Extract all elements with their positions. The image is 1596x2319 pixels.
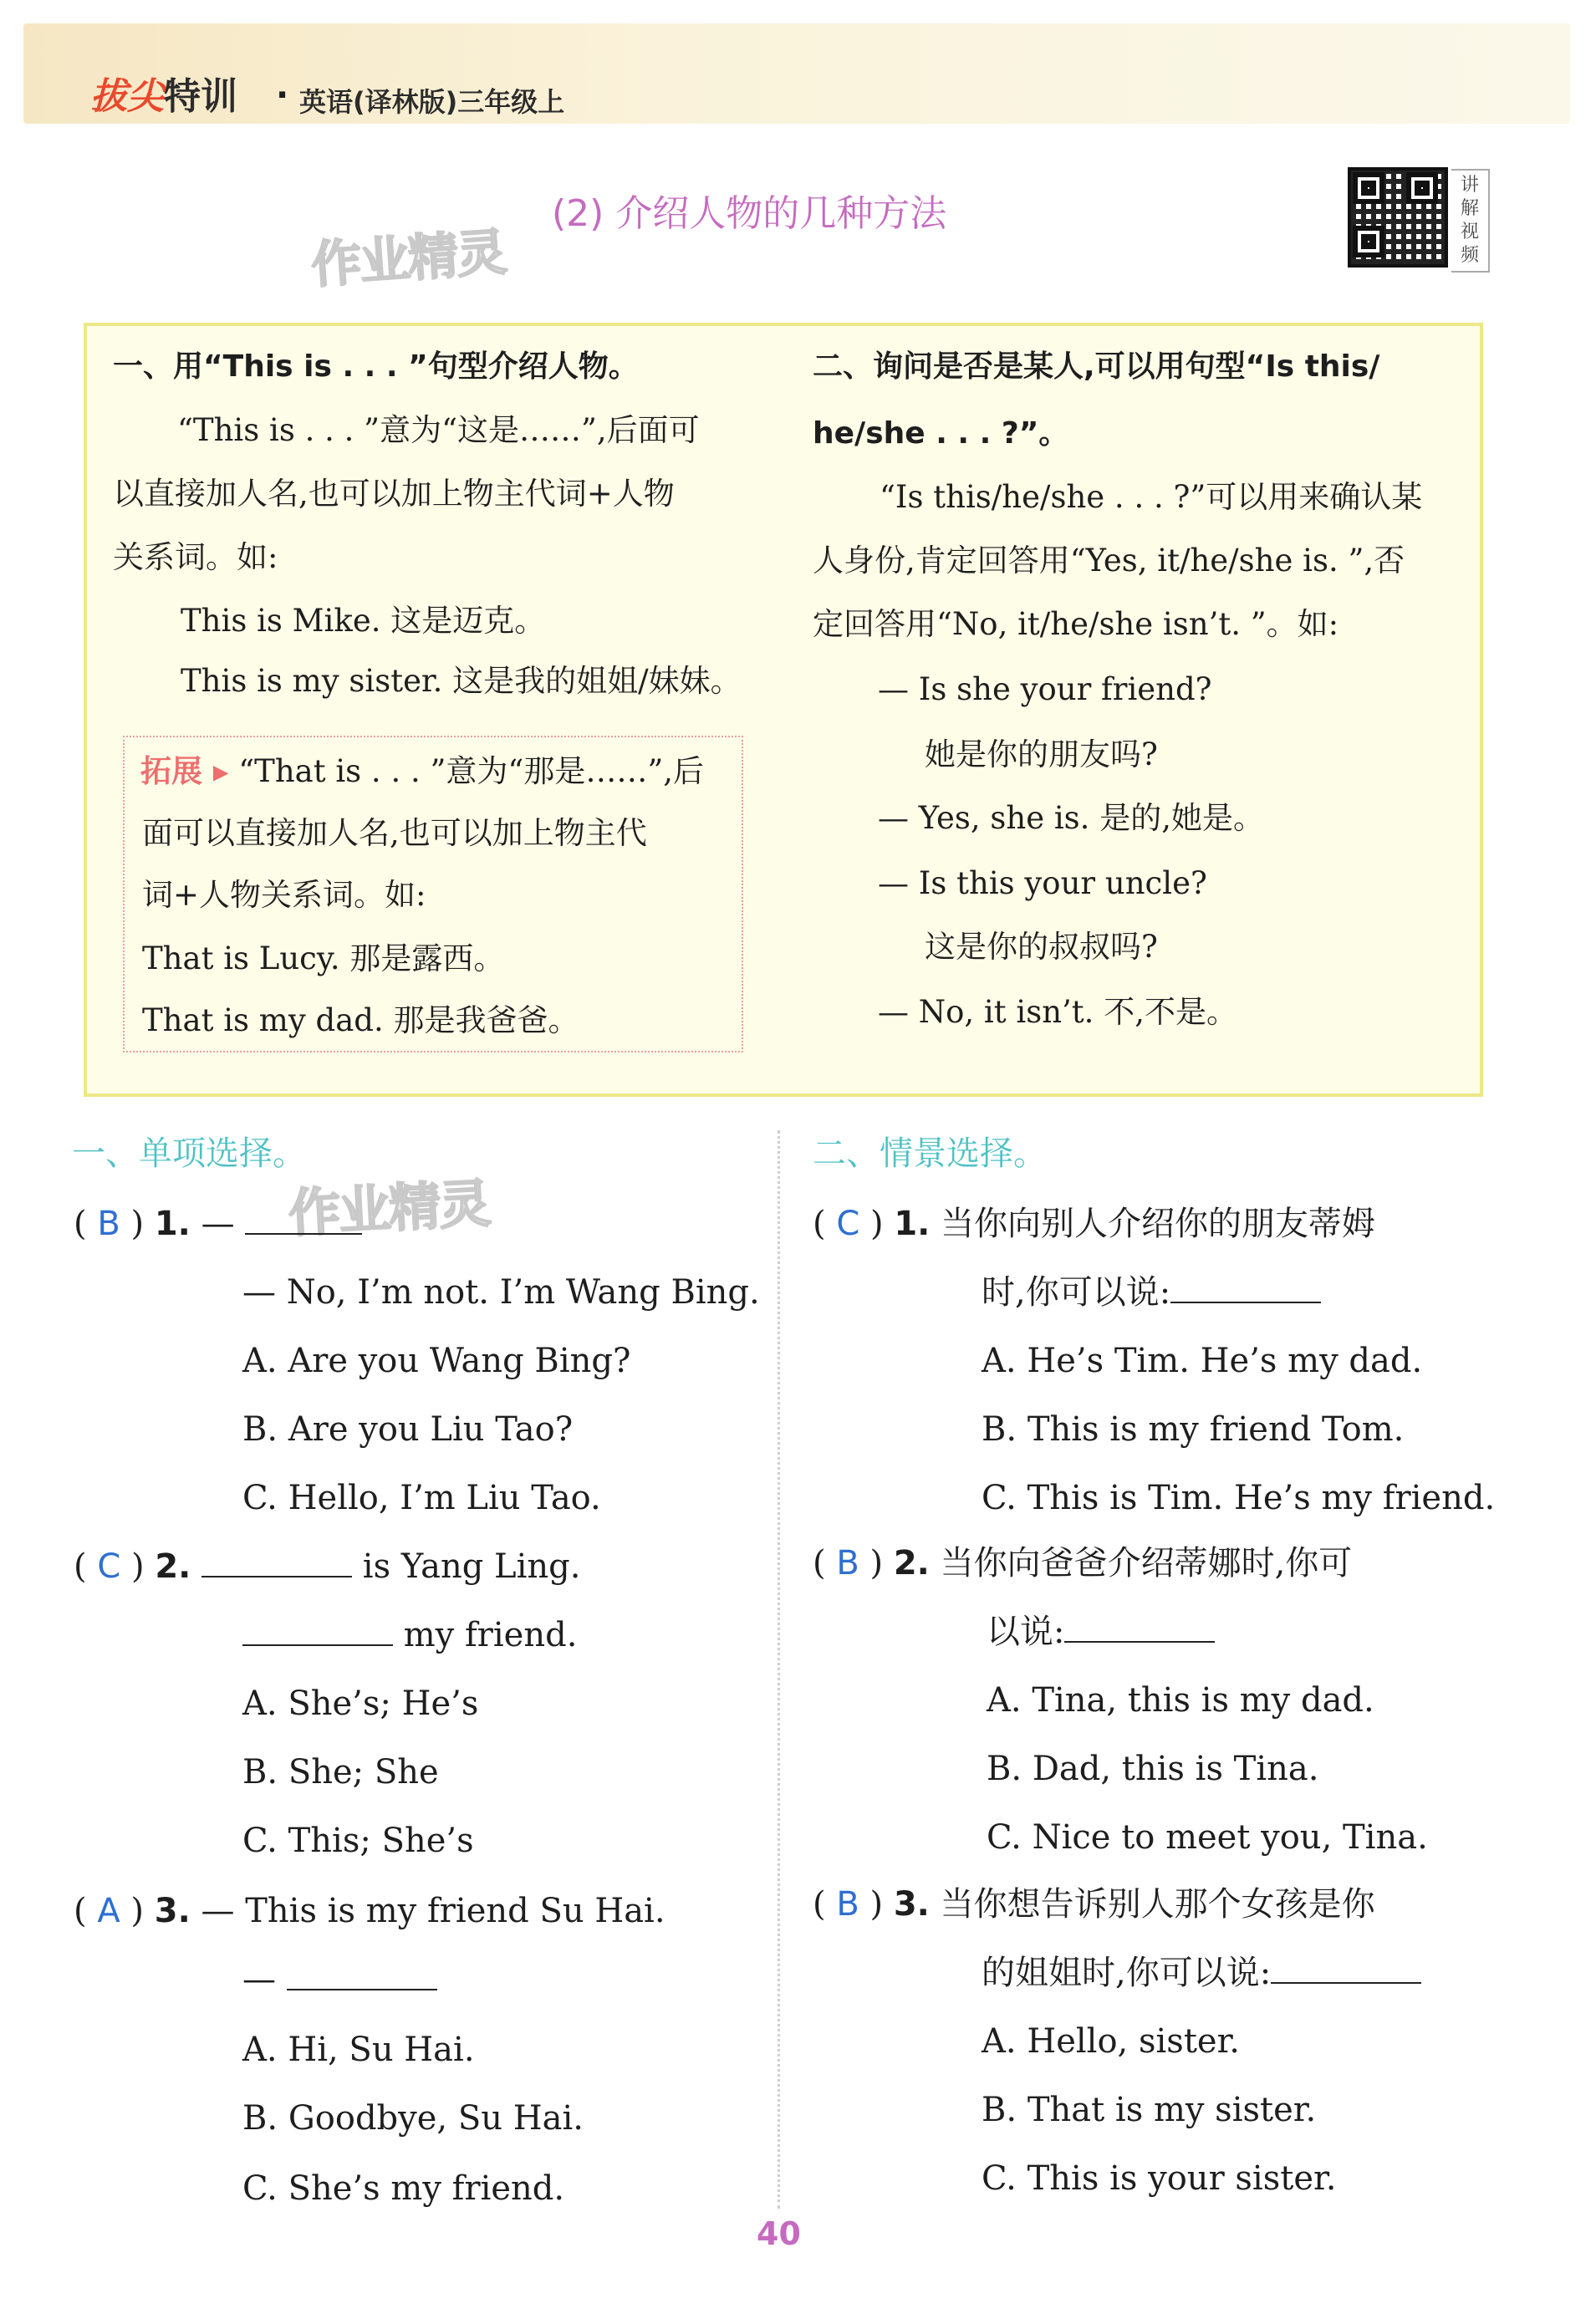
ex1-q1-answer[interactable]: B — [97, 1205, 120, 1243]
qr-finder-icon — [1353, 226, 1384, 257]
ex1-q1-blank[interactable] — [245, 1230, 362, 1235]
ex1-q2-option-a[interactable]: A. She’s; He’s — [242, 1684, 479, 1723]
qr-finder-icon — [1353, 172, 1384, 204]
ex2-q1-stem: ( C ) 1. 当你向别人介绍你的朋友蒂姆 — [813, 1205, 1376, 1243]
ex1-q3-answer[interactable]: A — [97, 1892, 120, 1930]
extension-example-2: That is my dad. 那是我爸爸。 — [142, 1002, 579, 1038]
ex1-q2-answer[interactable]: C — [97, 1547, 121, 1586]
ex2-q2-option-b[interactable]: B. Dad, this is Tina. — [987, 1750, 1319, 1788]
right-rule-line-1: “Is this/he/she . . . ?”可以用来确认某 — [880, 479, 1423, 515]
brand-part2: 特训 — [164, 75, 237, 118]
right-example-4: — Is this your uncle? — [878, 865, 1207, 901]
ex1-q1-stem-text: — — [201, 1205, 235, 1243]
ex1-q1-number: 1. — [154, 1205, 191, 1243]
ex1-q2-option-b[interactable]: B. She; She — [242, 1753, 439, 1791]
ex2-q2-stem: ( B ) 2. 当你向爸爸介绍蒂娜时,你可 — [813, 1544, 1353, 1583]
left-example-1: This is Mike. 这是迈克。 — [181, 603, 546, 639]
qr-video-label: 讲解视频 — [1451, 169, 1490, 273]
ex2-q3-stem-2 — [982, 1949, 1421, 1996]
watermark-middle: 作业精灵 — [287, 1172, 492, 1245]
ex2-q3-option-b[interactable]: B. That is my sister. — [982, 2091, 1317, 2129]
ex1-q1-stem-2: — No, I’m not. I’m Wang Bing. — [242, 1273, 760, 1312]
ex2-q2-stem-2 — [987, 1608, 1215, 1655]
ex1-q3-option-c[interactable]: C. She’s my friend. — [242, 2169, 565, 2208]
left-rule-line-3: 关系词。如: — [113, 539, 278, 575]
ex1-q2-option-c[interactable]: C. This; She’s — [242, 1822, 474, 1860]
left-rule-line-1: “This is . . . ”意为“这是……”,后面可 — [177, 412, 700, 448]
ex2-q2-answer[interactable]: B — [836, 1544, 859, 1583]
ex2-q1-stem-2-text: 时,你可以说: — [982, 1273, 1171, 1312]
ex2-q1-answer[interactable]: C — [836, 1205, 860, 1243]
book-name: 英语(译林版)三年级上 — [299, 86, 565, 118]
extension-example-1: That is Lucy. 那是露西。 — [142, 940, 505, 976]
left-rule-heading: 一、用“This is . . . ”句型介绍人物。 — [113, 349, 639, 384]
ex2-q3-option-a[interactable]: A. Hello, sister. — [982, 2022, 1241, 2061]
left-rule-line-2: 以直接加人名,也可以加上物主代词+人物 — [113, 476, 675, 512]
ex2-q2-blank[interactable] — [1064, 1638, 1215, 1643]
ex2-q1-stem-2 — [982, 1269, 1321, 1316]
brand-part1: 拔尖 — [90, 75, 164, 118]
extension-line-2: 面可以直接加人名,也可以加上物主代 — [142, 815, 647, 851]
ex1-q2-blank-2[interactable] — [242, 1641, 393, 1646]
watermark-top: 作业精灵 — [309, 222, 507, 295]
ex1-q1-option-b[interactable]: B. Are you Liu Tao? — [242, 1410, 574, 1449]
ex1-q2-number: 2. — [155, 1547, 191, 1586]
ex2-q3-option-c[interactable]: C. This is your sister. — [982, 2159, 1337, 2198]
extension-line-1 — [140, 751, 704, 793]
ex2-q1-option-b[interactable]: B. This is my friend Tom. — [982, 1410, 1405, 1449]
ex1-q3-stem-2-text: — — [242, 1960, 276, 1999]
ex1-q2-stem-text: is Yang Ling. — [362, 1547, 581, 1586]
ex1-q3-stem-text: — This is my friend Su Hai. — [201, 1892, 665, 1930]
ex1-q3-option-b[interactable]: B. Goodbye, Su Hai. — [242, 2099, 584, 2138]
ex2-q2-stem-text: 当你向爸爸介绍蒂娜时,你可 — [940, 1544, 1353, 1583]
section-title: (2) 介绍人物的几种方法 — [552, 192, 947, 235]
ex1-q2-stem: ( C ) 2. is Yang Ling. — [74, 1547, 581, 1586]
ex2-q3-number: 3. — [893, 1885, 930, 1924]
ex1-q3-stem: ( A ) 3. — This is my friend Su Hai. — [74, 1892, 665, 1930]
ex2-q2-option-a[interactable]: A. Tina, this is my dad. — [987, 1681, 1374, 1720]
qr-code-icon[interactable] — [1348, 167, 1448, 268]
ex1-q1-stem: ( B ) 1. — — [74, 1200, 362, 1247]
ex2-q1-number: 1. — [894, 1205, 931, 1243]
ex1-q3-option-a[interactable]: A. Hi, Su Hai. — [242, 2031, 475, 2069]
ex2-q3-answer[interactable]: B — [836, 1885, 859, 1924]
right-rule-line-3: 定回答用“No, it/he/she isn’t. ”。如: — [813, 606, 1339, 642]
ex2-q3-stem-2-text: 的姐姐时,你可以说: — [982, 1954, 1272, 1992]
ex2-q2-number: 2. — [893, 1544, 930, 1583]
ex1-q2-blank-1[interactable] — [201, 1572, 352, 1577]
right-example-3: — Yes, she is. 是的,她是。 — [878, 800, 1264, 836]
column-divider — [778, 1130, 780, 2209]
ex2-q3-stem: ( B ) 3. 当你想告诉别人那个女孩是你 — [813, 1885, 1375, 1924]
ex2-q1-stem-text: 当你向别人介绍你的朋友蒂姆 — [941, 1205, 1376, 1243]
right-example-2: 她是你的朋友吗? — [925, 736, 1158, 772]
right-example-6: — No, it isn’t. 不,不是。 — [878, 994, 1237, 1030]
ex2-q2-option-c[interactable]: C. Nice to meet you, Tina. — [987, 1818, 1428, 1857]
ex2-q2-stem-2-text: 以说: — [987, 1613, 1065, 1651]
extension-tag: 拓展 ▸ — [140, 753, 229, 789]
ex2-q1-option-a[interactable]: A. He’s Tim. He’s my dad. — [982, 1342, 1423, 1380]
ex1-q3-stem-2 — [242, 1956, 437, 2003]
right-rule-heading-1: 二、询问是否是某人,可以用句型“Is this/ — [813, 349, 1380, 384]
qr-finder-icon — [1406, 172, 1438, 204]
ex2-q3-stem-text: 当你想告诉别人那个女孩是你 — [940, 1885, 1375, 1924]
ex1-q1-option-c[interactable]: C. Hello, I’m Liu Tao. — [242, 1479, 601, 1517]
ex1-q1-option-a[interactable]: A. Are you Wang Bing? — [242, 1342, 631, 1380]
extension-line-1-text: “That is . . . ”意为“那是……”,后 — [238, 753, 705, 789]
header-separator: · — [276, 76, 289, 115]
ex2-q1-option-c[interactable]: C. This is Tim. He’s my friend. — [982, 1479, 1496, 1517]
page-number: 40 — [757, 2215, 801, 2252]
exercise1-heading: 一、单项选择。 — [72, 1134, 306, 1173]
exercise2-heading: 二、情景选择。 — [813, 1134, 1047, 1173]
extension-line-3: 词+人物关系词。如: — [142, 877, 426, 913]
ex2-q1-blank[interactable] — [1170, 1298, 1321, 1303]
ex1-q3-blank[interactable] — [287, 1985, 437, 1990]
right-rule-heading-2: he/she . . . ?”。 — [813, 416, 1069, 451]
ex1-q2-stem-2 — [242, 1612, 577, 1659]
ex2-q3-blank[interactable] — [1271, 1979, 1421, 1984]
right-example-5: 这是你的叔叔吗? — [925, 929, 1158, 965]
brand-logo — [90, 74, 237, 120]
right-rule-line-2: 人身份,肯定回答用“Yes, it/he/she is. ”,否 — [813, 543, 1405, 578]
ex1-q3-number: 3. — [154, 1892, 191, 1930]
ex1-q2-stem-2-text: my friend. — [403, 1616, 578, 1654]
left-example-2: This is my sister. 这是我的姐姐/妹妹。 — [181, 663, 742, 699]
right-example-1: — Is she your friend? — [878, 671, 1212, 707]
header-band — [23, 23, 1570, 124]
